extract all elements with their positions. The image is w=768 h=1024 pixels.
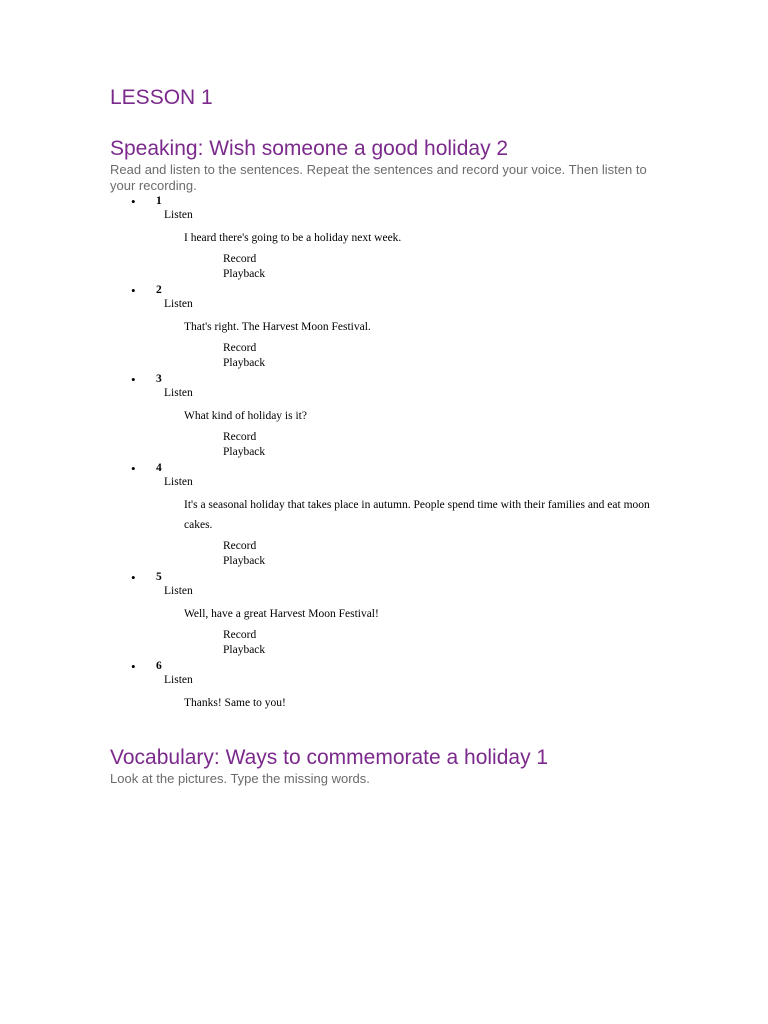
- speaking-instructions: Read and listen to the sentences. Repeat the sentences and record your voice. Then listen to your recording.: [110, 162, 647, 193]
- item-number: 5: [156, 571, 162, 583]
- sentence-text: Thanks! Same to you!: [184, 697, 286, 709]
- playback-button[interactable]: Playback: [223, 268, 266, 280]
- bullet-icon: •: [131, 461, 136, 476]
- bullet-icon: •: [131, 570, 136, 585]
- listen-button[interactable]: Listen: [164, 476, 193, 488]
- bullet-icon: •: [131, 283, 136, 298]
- vocabulary-instructions: Look at the pictures. Type the missing words.: [110, 771, 370, 786]
- sentence-text: Well, have a great Harvest Moon Festival!: [184, 608, 379, 620]
- speaking-section-title: Speaking: Wish someone a good holiday 2: [110, 137, 509, 160]
- item-number: 1: [156, 195, 162, 207]
- item-number: 4: [156, 462, 162, 474]
- bullet-icon: •: [131, 659, 136, 674]
- sentence-text: I heard there's going to be a holiday next week.: [184, 232, 402, 244]
- item-number: 3: [156, 373, 162, 385]
- playback-button[interactable]: Playback: [223, 357, 266, 369]
- lesson-title: LESSON 1: [110, 86, 213, 109]
- sentence-text: That's right. The Harvest Moon Festival.: [184, 321, 371, 333]
- bullet-icon: •: [131, 194, 136, 209]
- playback-button[interactable]: Playback: [223, 644, 266, 656]
- item-number: 2: [156, 284, 162, 296]
- bullet-icon: •: [131, 372, 136, 387]
- record-button[interactable]: Record: [223, 629, 257, 641]
- item-number: 6: [156, 660, 162, 672]
- vocabulary-section-title: Vocabulary: Ways to commemorate a holiday 1: [110, 746, 549, 769]
- sentence-text: It's a seasonal holiday that takes place in autumn. People spend time with their families and eat moon cakes.: [184, 499, 650, 531]
- listen-button[interactable]: Listen: [164, 209, 193, 221]
- listen-button[interactable]: Listen: [164, 585, 193, 597]
- listen-button[interactable]: Listen: [164, 387, 193, 399]
- record-button[interactable]: Record: [223, 253, 257, 265]
- record-button[interactable]: Record: [223, 431, 257, 443]
- playback-button[interactable]: Playback: [223, 555, 266, 567]
- listen-button[interactable]: Listen: [164, 298, 193, 310]
- sentence-text: What kind of holiday is it?: [184, 410, 307, 422]
- listen-button[interactable]: Listen: [164, 674, 193, 686]
- record-button[interactable]: Record: [223, 342, 257, 354]
- record-button[interactable]: Record: [223, 540, 257, 552]
- playback-button[interactable]: Playback: [223, 446, 266, 458]
